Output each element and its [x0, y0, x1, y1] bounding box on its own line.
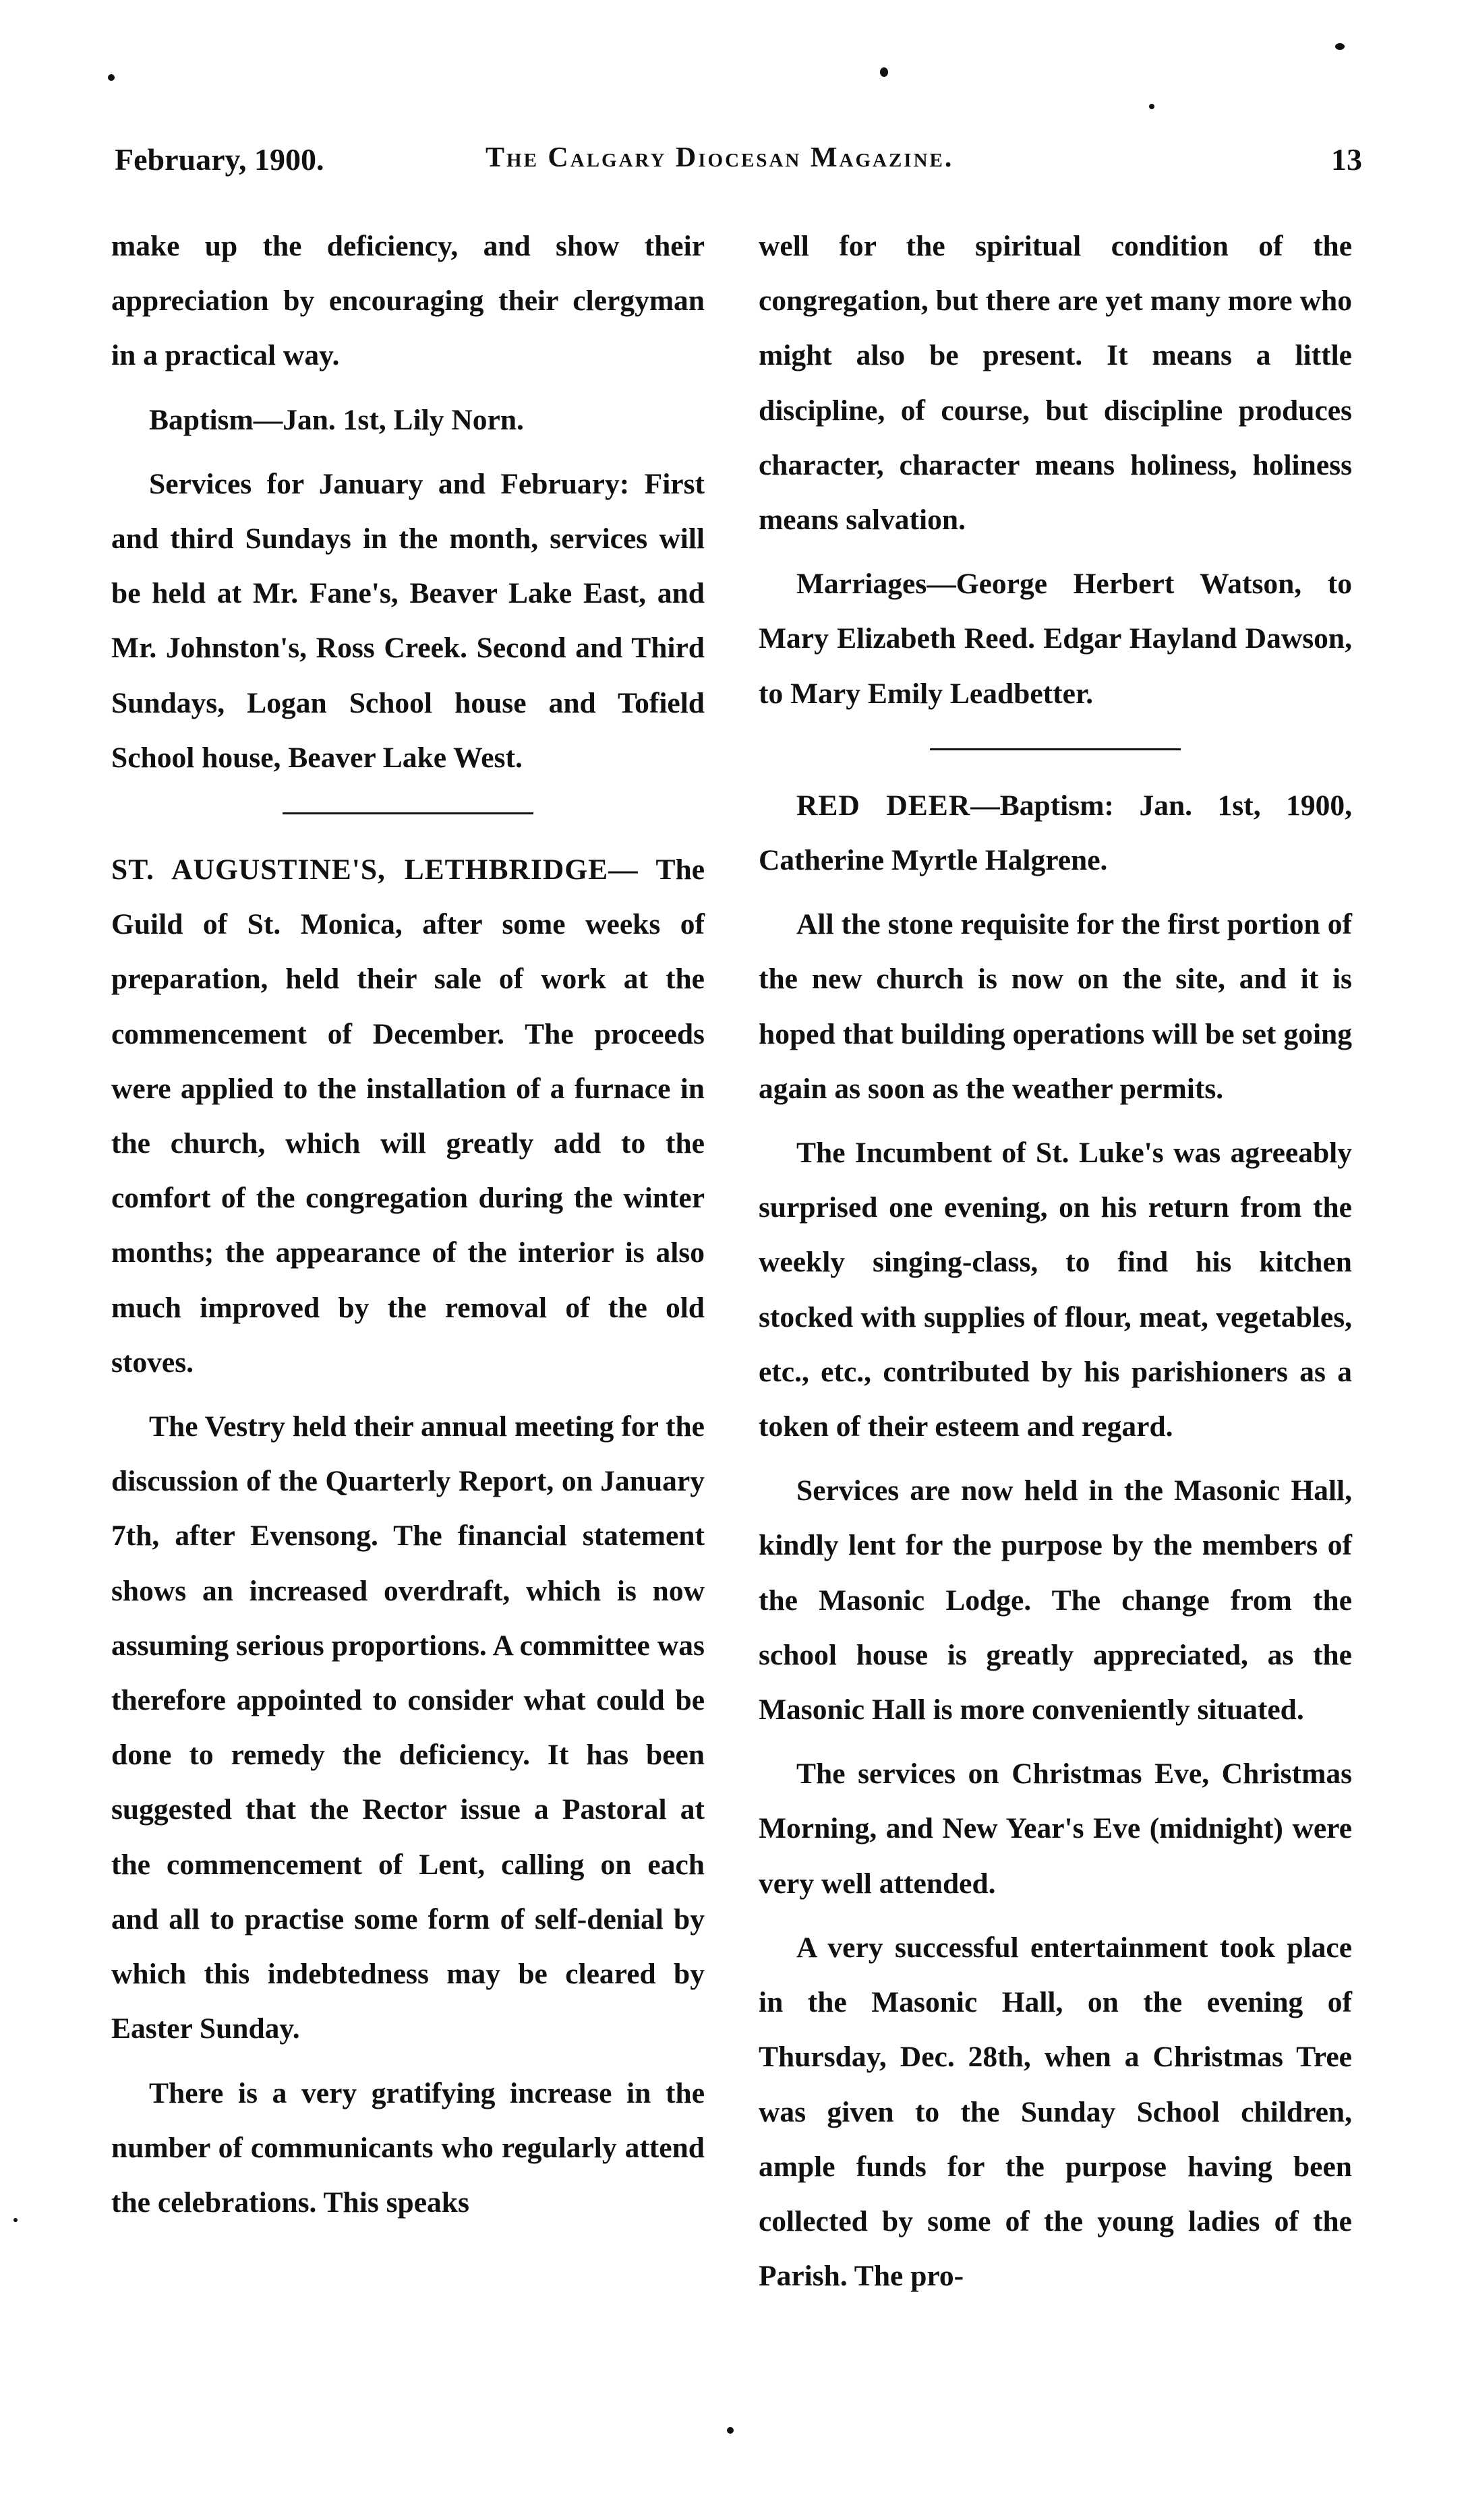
section-divider: [283, 812, 533, 814]
running-header: [108, 142, 1362, 182]
paragraph-continuation-right: well for the spiritual condition of the congregation, but there are yet many more who might also be present. It means a little discipline, of course, but discipline produces character, character means holiness, holiness means salvation.: [759, 230, 1352, 537]
header-page-number: 13: [1331, 142, 1362, 177]
right-column: [759, 219, 1352, 2313]
paragraph-marriages: Marriages—George Herbert Watson, to Mary Elizabeth Reed. Edgar Hayland Dawson, to Mary Emily Leadbetter.: [759, 568, 1352, 710]
section-divider-right: [930, 748, 1181, 750]
paragraph-red-deer-baptism: —Baptism: Jan. 1st, 1900, Catherine Myrtle Halgrene.: [759, 789, 1352, 877]
section-heading-red-deer: RED DEER: [796, 789, 971, 822]
paragraph-masonic-hall: Services are now held in the Masonic Hall, kindly lent for the purpose by the members of the Masonic Lodge. The change from the school house is greatly appreciated, as the Masonic Hall is more conveniently situated.: [759, 1474, 1352, 1727]
section-red-deer: [759, 779, 1352, 888]
paragraph-baptism: Baptism—Jan. 1st, Lily Norn.: [149, 403, 524, 436]
scan-speck: [108, 74, 115, 81]
scan-speck: [13, 2218, 18, 2222]
paragraph-communicants: There is a very gratifying increase in the number of communicants who regularly attend the celebrations. This speaks: [111, 2076, 705, 2219]
paragraph-services: Services for January and February: First and third Sundays in the month, services will be held at Mr. Fane's, Beaver Lake East, and Mr. Johnston's, Ross Creek. Second and Third Sundays, Logan School house and Tofield School house, Beaver Lake West.: [111, 467, 705, 774]
section-st-augustine: [111, 843, 705, 1390]
scan-speck: [1149, 104, 1154, 109]
scan-speck: [727, 2427, 734, 2434]
paragraph-guild: The Guild of St. Monica, after some weeks of preparation, held their sale of work at the commencement of December. The proceeds were applied to the installation of a furnace in the church, which will greatly add to the comfort of the congregation during the winter months; the appearance of the interior is also much improved by the removal of the old stoves.: [111, 853, 705, 1379]
paragraph-incumbent: The Incumbent of St. Luke's was agreeably surprised one evening, on his return from the weekly singing-class, to find his kitchen stocked with supplies of flour, meat, vegetables, etc., etc., contributed by his parishioners as a token of their esteem and regard.: [759, 1137, 1352, 1443]
header-date: February, 1900.: [115, 142, 324, 177]
paragraph-stone: All the stone requisite for the first portion of the new church is now on the site, and it is hoped that building operations will be set going again as soon as the weather permits.: [759, 908, 1352, 1105]
paragraph-vestry: The Vestry held their annual meeting for the discussion of the Quarterly Report, on January 7th, after Evensong. The financial statement shows an increased overdraft, which is now assuming serious proportions. A committee was therefore appointed to consider what could be done to remedy the deficiency. It has been suggested that the Rector issue a Pastoral at the commencement of Lent, calling on each and all to practise some form of self-denial by which this indebtedness may be cleared by Easter Sunday.: [111, 1410, 705, 2045]
paragraph-continuation: make up the deficiency, and show their appreciation by encouraging their clergyman in a practical way.: [111, 230, 705, 372]
paragraph-christmas-services: The services on Christmas Eve, Christmas Morning, and New Year's Eve (midnight) were very well attended.: [759, 1758, 1352, 1900]
section-heading-st-augustine: ST. AUGUSTINE'S, LETHBRIDGE—: [111, 853, 639, 887]
paragraph-entertainment: A very successful entertainment took place in the Masonic Hall, on the evening of Thursday, Dec. 28th, when a Christmas Tree was given to the Sunday School children, ample funds for the purpose having been collected by some of the young ladies of the Parish. The pro-: [759, 1931, 1352, 2293]
left-column: [111, 219, 705, 2240]
scan-speck: [1335, 43, 1345, 50]
header-magazine-title: The Calgary Diocesan Magazine.: [486, 142, 954, 173]
scan-speck: [880, 67, 888, 77]
